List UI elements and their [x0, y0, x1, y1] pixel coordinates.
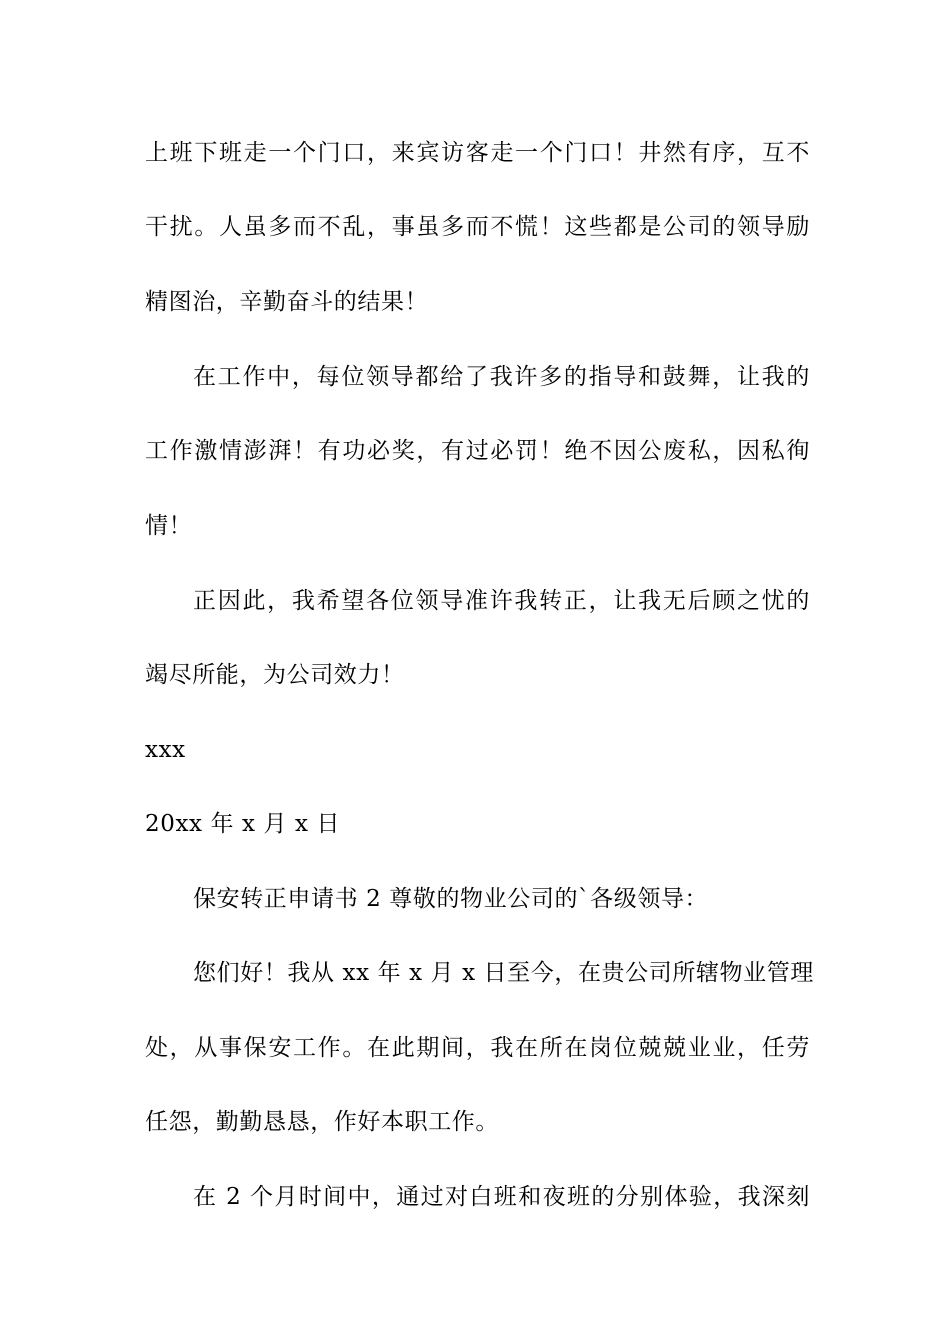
text-line-3: 精图治，辛勤奋斗的结果！ — [145, 289, 429, 315]
text-line-7: 正因此，我希望各位领导准许我转正，让我无后顾之忧的 — [193, 588, 810, 614]
text-line-4: 在工作中，每位领导都给了我许多的指导和鼓舞，让我的 — [193, 364, 810, 390]
text-line-14: 任怨，勤勤恳恳，作好本职工作。 — [145, 1109, 499, 1135]
text-line-12: 您们好！我从 xx 年 x 月 x 日至今，在贵公司所辖物业管理 — [193, 960, 814, 986]
section-heading: 保安转正申请书 2 尊敬的物业公司的`各级领导： — [193, 886, 709, 912]
text-line-5: 工作激情澎湃！有功必奖，有过必罚！绝不因公废私，因私徇 — [145, 438, 810, 464]
text-line-15: 在 2 个月时间中，通过对白班和夜班的分别体验，我深刻 — [193, 1184, 810, 1210]
text-line-8: 竭尽所能，为公司效力！ — [145, 662, 405, 688]
text-line-2: 干扰。人虽多而不乱，事虽多而不慌！这些都是公司的领导励 — [145, 214, 810, 240]
text-line-6: 情！ — [145, 513, 193, 539]
text-line-13: 处，从事保安工作。在此期间，我在所在岗位兢兢业业，任劳 — [145, 1035, 810, 1061]
signature-name: xxx — [145, 737, 186, 763]
signature-date: 20xx 年 x 月 x 日 — [145, 811, 341, 837]
text-line-1: 上班下班走一个门口，来宾访客走一个门口！井然有序，互不 — [145, 140, 810, 166]
